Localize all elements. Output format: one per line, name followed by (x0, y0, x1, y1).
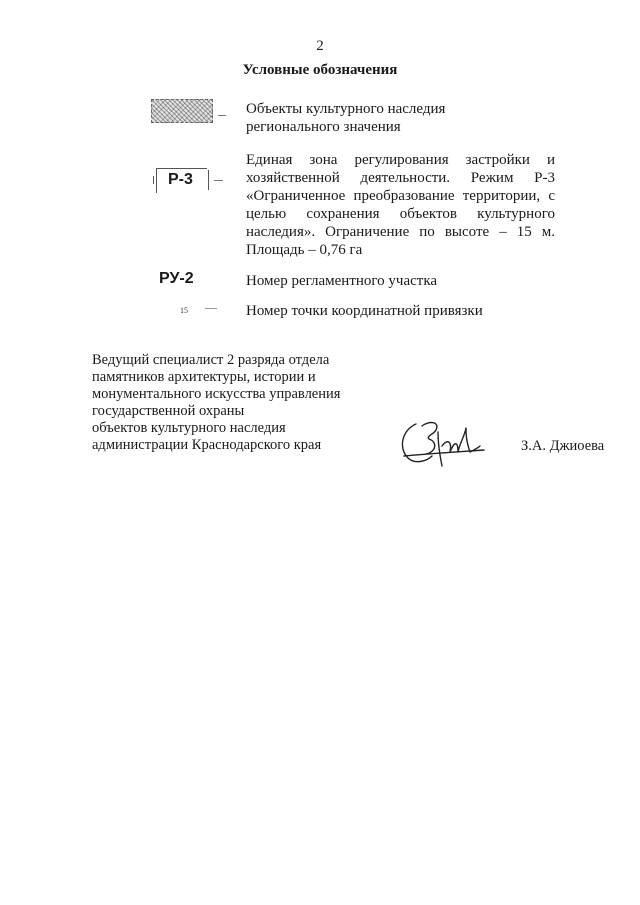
zone-area: Площадь – 0,76 га (246, 242, 363, 258)
zone-desc-line-3: «Ограниченное преобразование территории, с (246, 188, 555, 204)
handwritten-signature (396, 412, 492, 470)
legend-dash (214, 180, 223, 181)
signer-position-line-2: памятников архитектуры, истории и (92, 369, 316, 385)
zone-desc-line-1: Единая зона регулирования застройки и (246, 152, 555, 168)
zone-code: Р-3 (168, 171, 193, 188)
plot-label: Номер регламентного участка (246, 273, 438, 289)
point-number: 15 (180, 306, 188, 315)
zone-desc-line-2: хозяйственной деятельности. Режим Р-3 (246, 170, 555, 186)
heritage-label: Объекты культурного наследия (246, 101, 446, 117)
plot-code: РУ-2 (159, 270, 194, 287)
zone-tick-right (208, 170, 209, 190)
point-label: Номер точки координатной привязки (246, 303, 483, 319)
zone-desc-line-5: наследия». Ограничение по высоте – 15 м. (246, 224, 555, 240)
page-title: Условные обозначения (242, 62, 398, 78)
legend-dash (218, 115, 226, 116)
signer-position-line-3: монументального искусства управления (92, 386, 341, 402)
signer-position-line-6: администрации Краснодарского края (92, 437, 322, 453)
zone-tick-left (153, 176, 154, 184)
page-number: 2 (316, 38, 324, 54)
heritage-label-line2: регионального значения (246, 119, 401, 135)
signer-name: З.А. Джиоева (521, 438, 605, 454)
legend-dash (205, 308, 217, 309)
signer-position-line-1: Ведущий специалист 2 разряда отдела (92, 352, 330, 368)
heritage-hatch-symbol (151, 99, 213, 123)
signer-position-line-5: объектов культурного наследия (92, 420, 286, 436)
signer-position-line-4: государственной охраны (92, 403, 245, 419)
zone-desc-line-4: целью сохранения объектов культурного (246, 206, 555, 222)
